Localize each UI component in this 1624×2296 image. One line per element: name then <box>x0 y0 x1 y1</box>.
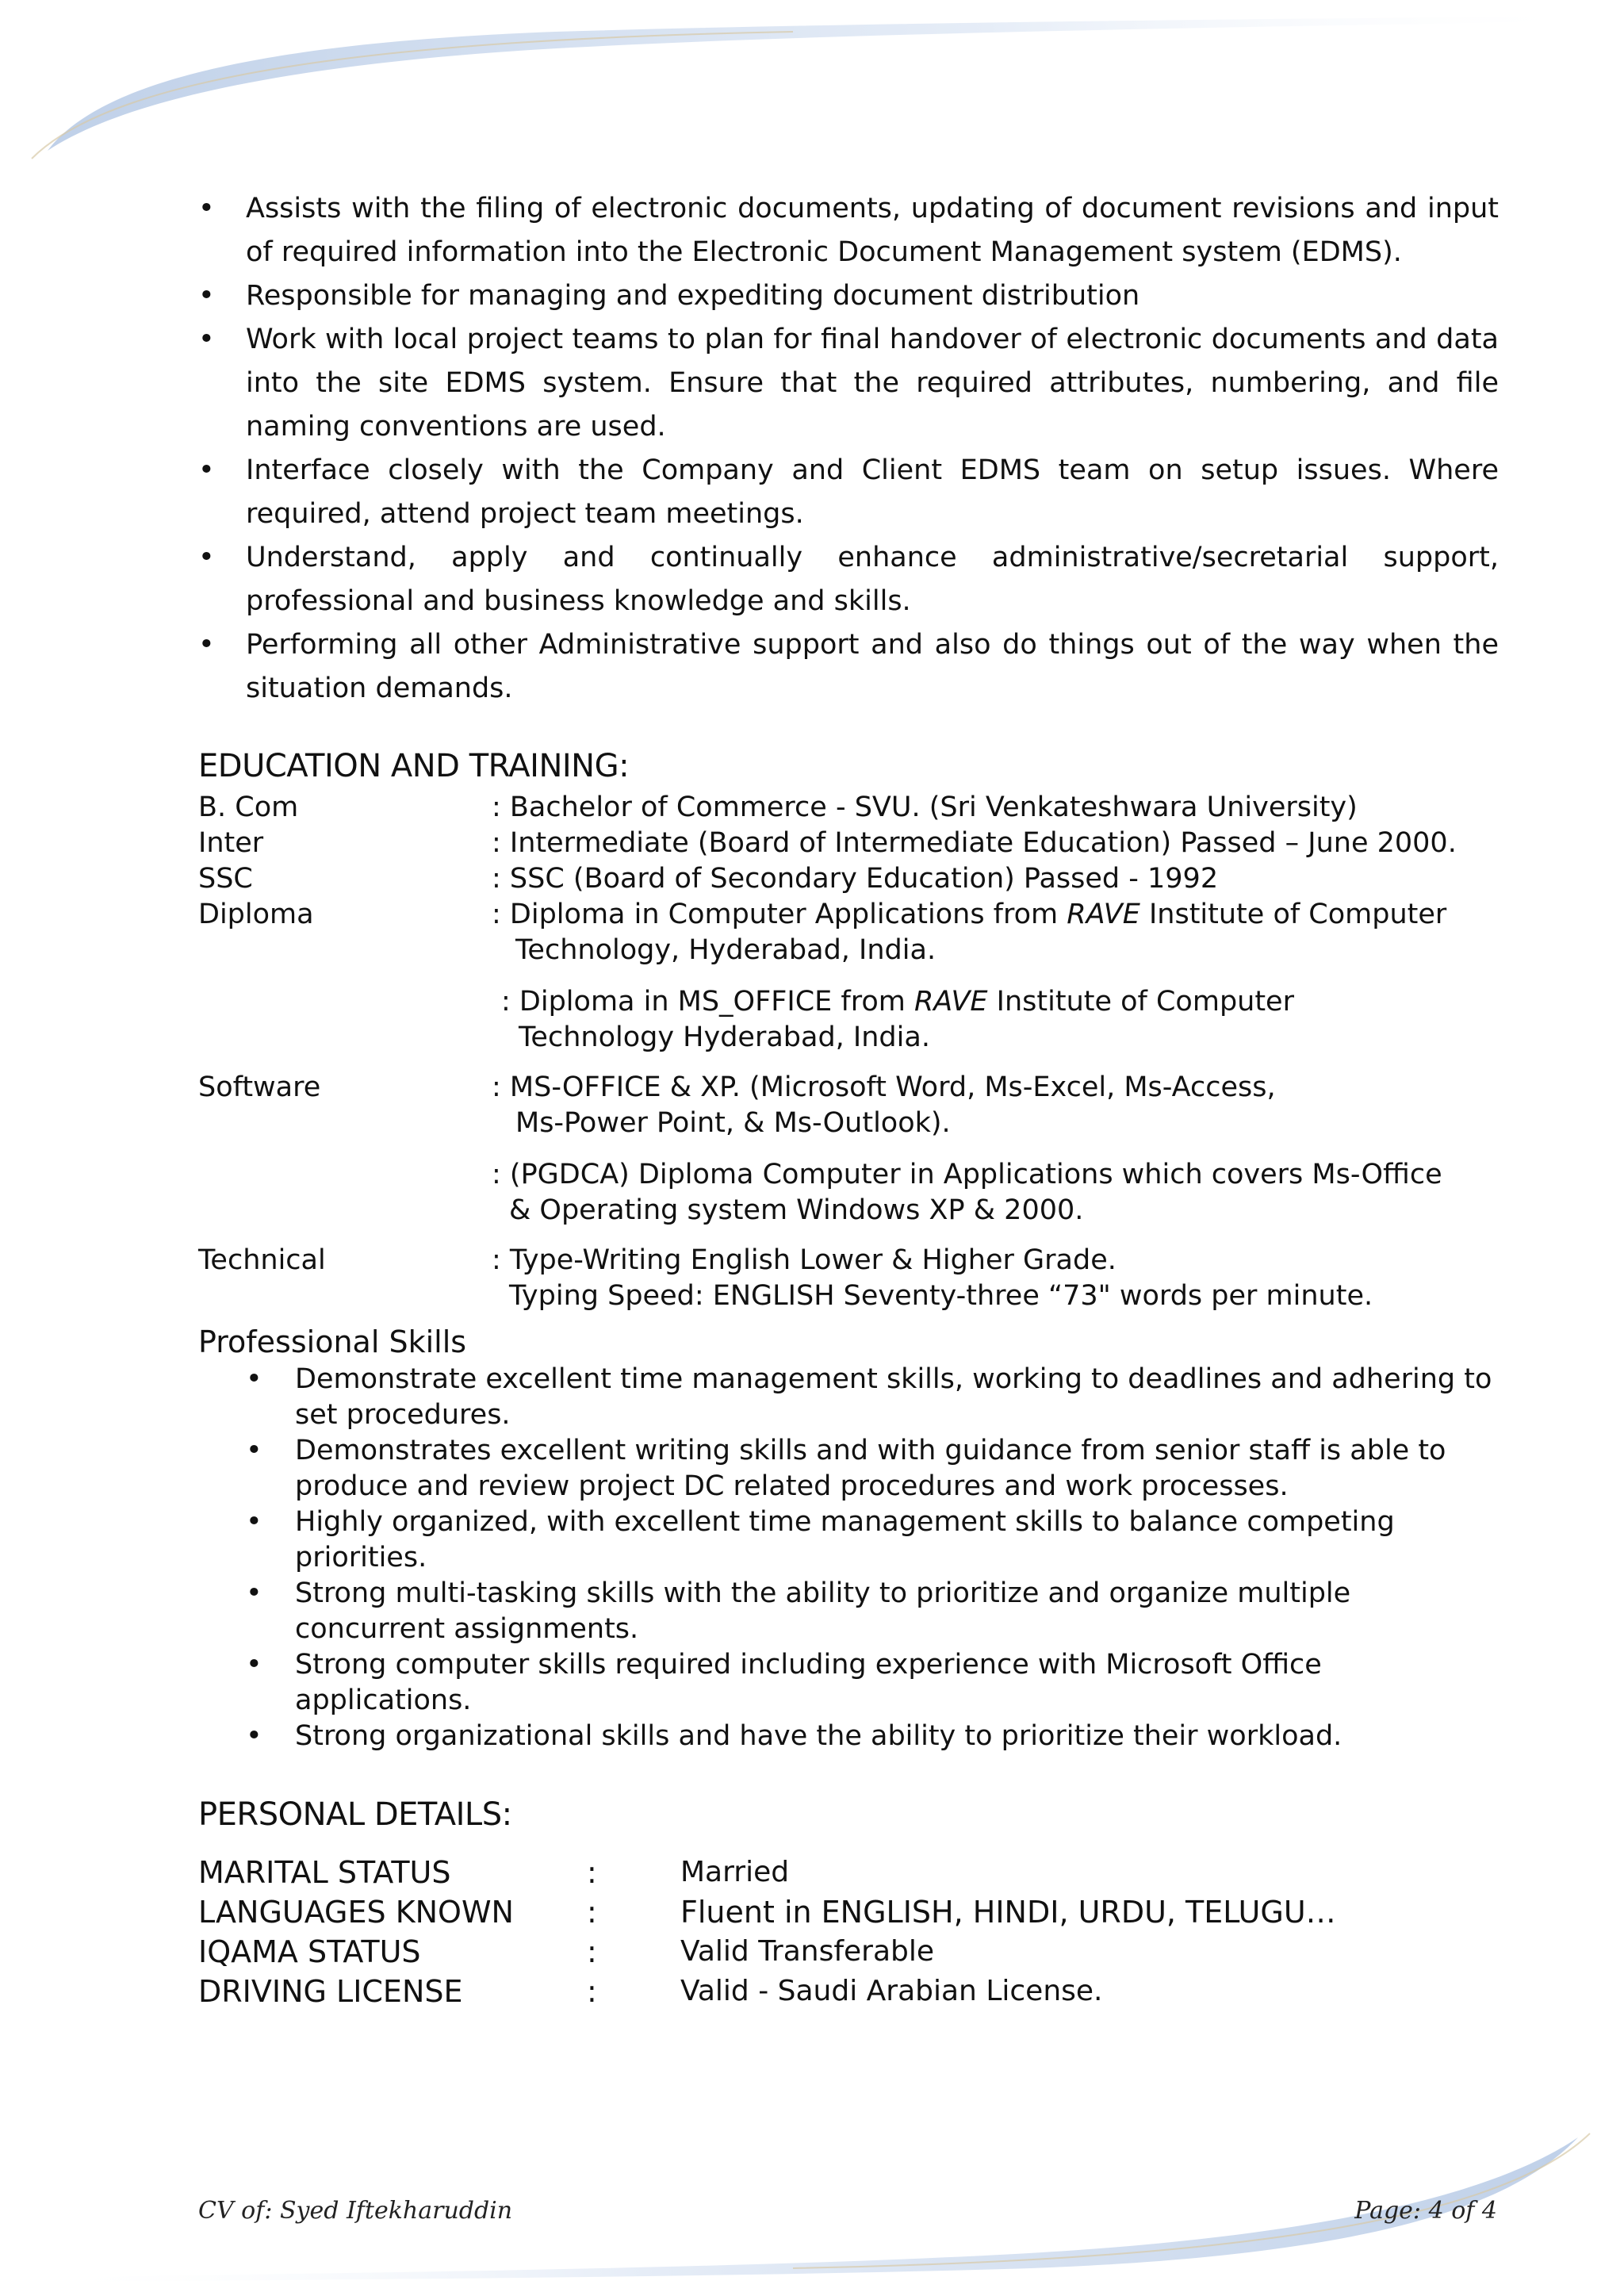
edu-value: : MS-OFFICE & XP. (Microsoft Word, Ms-Excel, Ms-Access, Ms-Power Point, & Ms-Outlook). <box>492 1071 1276 1139</box>
personal-label: LANGUAGES KNOWN <box>198 1895 514 1930</box>
resume-content <box>198 187 1499 2011</box>
edu-label: Inter <box>198 827 264 859</box>
footer-cv-name: CV of: Syed Iftekharuddin <box>198 2197 513 2225</box>
edu-row-software <box>198 1070 1499 1141</box>
duty-item: • Work with local project teams to plan for final handover of electronic documents and data into the site EDMS system. Ensure that the required attributes, numbering, and file naming conventions are used. <box>198 318 1499 449</box>
edu-value: : (PGDCA) Diploma Computer in Applications which covers Ms-Office & Operating system Windows XP & 2000. <box>492 1159 1442 1226</box>
personal-label: MARITAL STATUS <box>198 1855 451 1890</box>
edu-value: : Intermediate (Board of Intermediate Education) Passed – June 2000. <box>492 827 1457 859</box>
edu-value: : Diploma in MS_OFFICE from RAVE Institute of Computer Technology Hyderabad, India. <box>501 986 1294 1053</box>
skill-item: • Demonstrates excellent writing skills and with guidance from senior staff is able to produce and review project DC related procedures and work processes. <box>246 1433 1499 1504</box>
personal-details-heading: PERSONAL DETAILS: <box>198 1796 512 1833</box>
edu-row-technical <box>198 1243 1499 1314</box>
edu-row-diploma-2 <box>198 984 1499 1056</box>
personal-label: IQAMA STATUS <box>198 1934 421 1969</box>
skill-item: • Highly organized, with excellent time management skills to balance competing priorities. <box>246 1504 1499 1576</box>
edu-label: SSC <box>198 863 253 895</box>
edu-value: : SSC (Board of Secondary Education) Passed - 1992 <box>492 863 1219 895</box>
personal-value: Valid - Saudi Arabian License. <box>680 1975 1103 2007</box>
duty-item: • Assists with the filing of electronic documents, updating of document revisions and input of required information into the Electronic Document Management system (EDMS). <box>198 187 1499 274</box>
duty-item: • Performing all other Administrative support and also do things out of the way when the situation demands. <box>198 623 1499 711</box>
edu-label: B. Com <box>198 792 299 823</box>
personal-label: DRIVING LICENSE <box>198 1974 463 2009</box>
skill-item: • Strong computer skills required including experience with Microsoft Office applications. <box>246 1647 1499 1719</box>
edu-label: Technical <box>198 1244 326 1276</box>
duty-item: • Interface closely with the Company and Client EDMS team on setup issues. Where required, attend project team meetings. <box>198 449 1499 536</box>
skill-item: • Strong organizational skills and have the ability to prioritize their workload. <box>246 1719 1499 1754</box>
professional-skills-heading: Professional Skills <box>198 1324 467 1359</box>
skill-item: • Strong multi-tasking skills with the ability to prioritize and organize multiple concurrent assignments. <box>246 1576 1499 1647</box>
edu-value: : Diploma in Computer Applications from RAVE Institute of Computer Technology, Hyderabad, India. <box>492 899 1447 966</box>
edu-value: : Type-Writing English Lower & Higher Grade. Typing Speed: ENGLISH Seventy-three “73" words per minute. <box>492 1244 1373 1312</box>
edu-row-diploma <box>198 897 1499 968</box>
top-swoosh <box>48 16 1602 151</box>
personal-row: DRIVING LICENSE : Valid - Saudi Arabian License. <box>198 1972 1499 2011</box>
personal-row: MARITAL STATUS : Married <box>198 1853 1499 1892</box>
edu-label: Software <box>198 1071 321 1103</box>
edu-row-ssc <box>198 861 1499 897</box>
personal-value: Married <box>680 1856 790 1888</box>
personal-row: IQAMA STATUS : Valid Transferable <box>198 1932 1499 1972</box>
edu-value: : Bachelor of Commerce - SVU. (Sri Venkateshwara University) <box>492 792 1358 823</box>
footer-page-number: Page: 4 of 4 <box>1354 2197 1497 2225</box>
skills-list <box>198 1362 1499 1754</box>
personal-value: Valid Transferable <box>680 1935 935 1968</box>
edu-row-bcom <box>198 790 1499 826</box>
duties-list <box>198 187 1499 711</box>
personal-row: LANGUAGES KNOWN : Fluent in ENGLISH, HINDI, URDU, TELUGU… <box>198 1892 1499 1932</box>
edu-row-inter <box>198 826 1499 861</box>
duty-item: • Responsible for managing and expediting document distribution <box>198 274 1499 318</box>
edu-row-software-2 <box>198 1157 1499 1228</box>
edu-label: Diploma <box>198 899 314 930</box>
duty-item: • Understand, apply and continually enhance administrative/secretarial support, professional and business knowledge and skills. <box>198 536 1499 623</box>
personal-details-table <box>198 1853 1499 2011</box>
personal-value: Fluent in ENGLISH, HINDI, URDU, TELUGU… <box>680 1895 1336 1930</box>
education-heading: EDUCATION AND TRAINING: <box>198 748 630 784</box>
skill-item: • Demonstrate excellent time management skills, working to deadlines and adhering to set procedures. <box>246 1362 1499 1433</box>
